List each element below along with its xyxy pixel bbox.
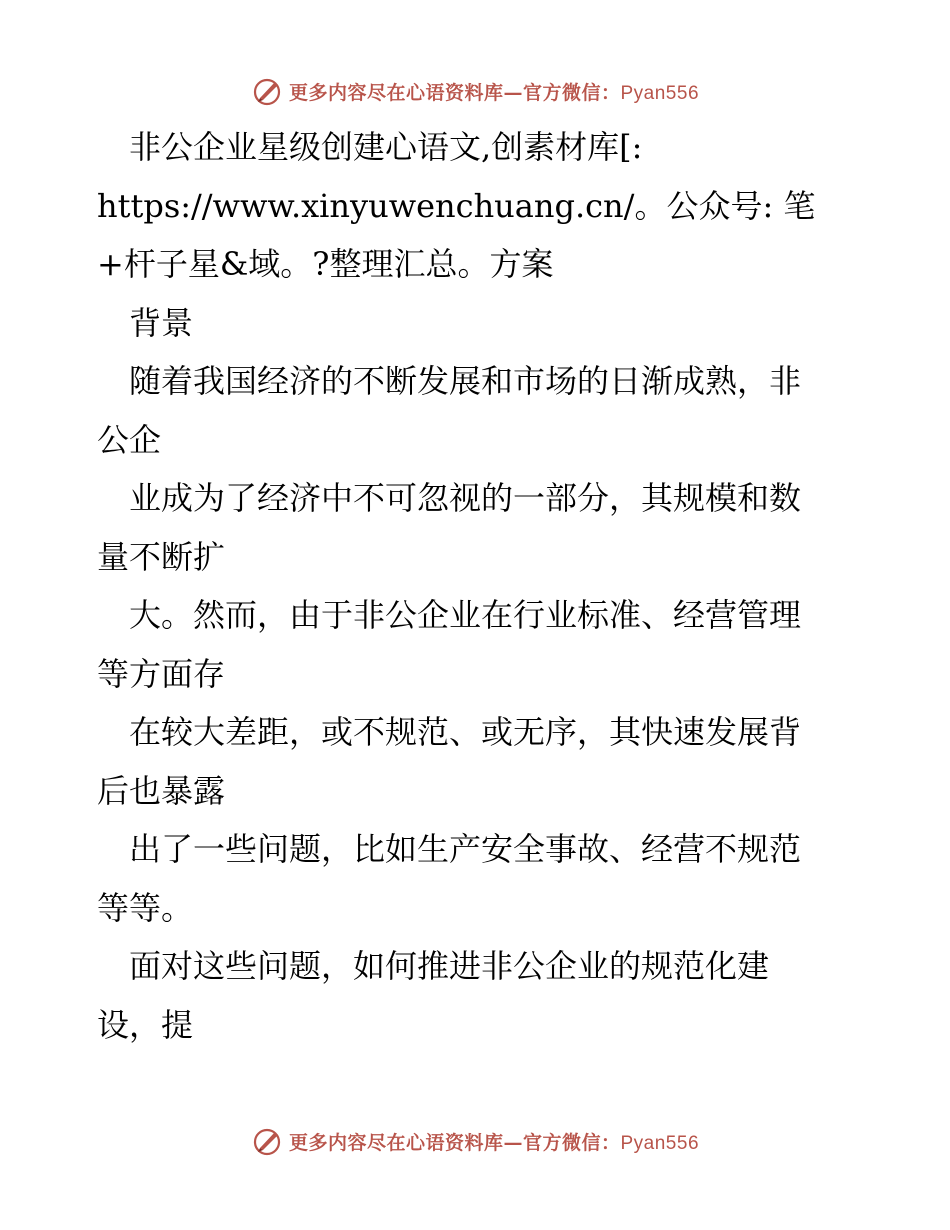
banner-text: 更多内容尽在心语资料库—官方微信：Pyan556 <box>288 1131 700 1154</box>
wechat-account: Pyan556 <box>620 1132 700 1154</box>
text-line: 业成为了经济中不可忽视的一部分，其规模和数 <box>97 479 802 517</box>
text-line: 随着我国经济的不断发展和市场的日渐成熟，非 <box>97 362 802 400</box>
text-line: https://www.xinyuwenchuang.cn/。公众号: 笔 <box>97 186 816 225</box>
banner-text: 更多内容尽在心语资料库—官方微信：Pyan556 <box>288 81 700 104</box>
text-line: 非公企业星级创建心语文,创素材库[: <box>97 128 643 166</box>
text-line: 面对这些问题，如何推进非公企业的规范化建 <box>97 947 770 985</box>
footer-banner <box>0 1121 950 1161</box>
document-body <box>97 118 857 1054</box>
text-line: 出了一些问题，比如生产安全事故、经营不规范 <box>97 830 802 868</box>
header-banner <box>0 71 950 111</box>
text-line: 等等。 <box>97 888 194 927</box>
wechat-account: Pyan556 <box>620 82 700 104</box>
section-heading: 背景 <box>97 303 194 342</box>
text-line: 设，提 <box>97 1005 194 1044</box>
quill-pen-seal-icon <box>251 75 283 107</box>
text-line: 量不断扩 <box>97 537 226 576</box>
text-line: 在较大差距，或不规范、或无序，其快速发展背 <box>97 713 802 751</box>
text-line: +杆子星&域。?整理汇总。方案 <box>97 245 554 283</box>
text-line: 大。然而，由于非公企业在行业标准、经营管理 <box>97 596 802 634</box>
text-line: 公企 <box>97 420 162 459</box>
text-line: 等方面存 <box>97 654 226 693</box>
text-line: 后也暴露 <box>97 771 226 810</box>
quill-pen-seal-icon <box>251 1125 283 1157</box>
